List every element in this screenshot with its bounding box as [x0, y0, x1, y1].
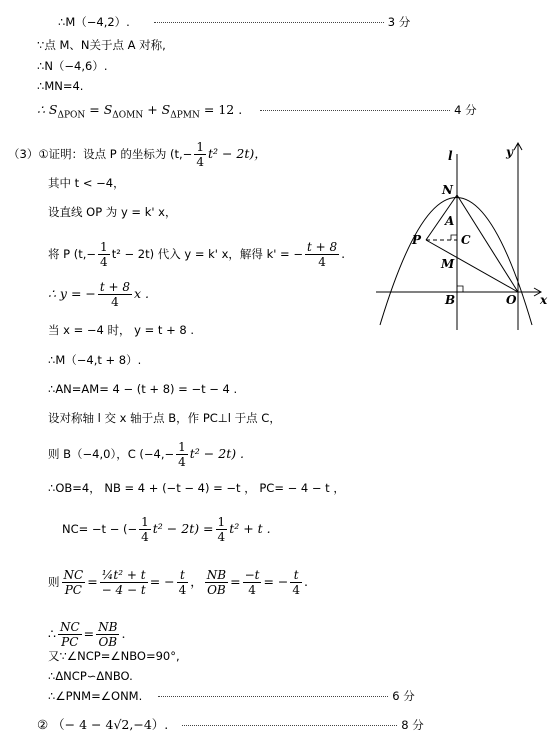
fraction-t-4: $\frac{t}{4}$ — [292, 568, 301, 597]
fraction-nb-ob: $\frac{NB}{OB}$ — [98, 620, 118, 649]
line-ob-nb-pc: ∴OB=4， NB = 4 + (−t − 4) = −t ， PC= − 4 − t ， — [48, 481, 345, 495]
score-label: 8 分 — [401, 718, 424, 732]
right-angle-c — [451, 235, 457, 240]
fraction-t-4: $\frac{t}{4}$ — [178, 568, 187, 597]
fraction-nc-pc: $\frac{NC}{PC}$ — [59, 620, 80, 649]
label-x: x — [540, 293, 548, 307]
line-n-coord: ∴N（−4,6）. — [37, 59, 108, 73]
label-y: y — [506, 145, 513, 159]
line-ratio: 则 $\frac{NC}{PC}$ = $\frac{\text{¼t² + t}}{- 4 - t}$ = − $\frac{t}{4}$ ， $\frac{NB}{OB}$ = $\frac{-t}{4}$ = − $\frac{t}{4}$ . — [48, 568, 309, 597]
line-conclusion: ∴∠PNM=∠ONM. 6 分 — [48, 689, 415, 703]
line-condition: 其中 t < −4， — [48, 176, 125, 190]
line-substitute: 将 P (t,− $\frac{1}{4}$ t² − 2t) 代入 y = k' x，解得 k' = − $\frac{t + 8}{4}$ . — [48, 240, 346, 269]
line-when-x: 当 x = −4 时， y = t + 8 . — [48, 323, 195, 337]
line-y-expr: ∴ y = − $\frac{t + 8}{4}$ x . — [48, 280, 150, 309]
right-angle-b — [457, 286, 463, 292]
line-part3-intro: （3）①证明：设点 P 的坐标为 (t,− $\frac{1}{4}$ t² − 2t)， — [8, 140, 267, 169]
line-symmetric: ∵点 M、N关于点 A 对称, — [37, 38, 166, 52]
line-m-coord: ∴M（−4,2）. 3 分 — [58, 15, 411, 29]
fraction-t8-4: $\frac{t + 8}{4}$ — [306, 240, 338, 269]
fraction-nb-ob: $\frac{NB}{OB}$ — [206, 568, 227, 597]
dot-leader — [182, 725, 397, 726]
label-m: M — [441, 257, 455, 271]
line-op: 设直线 OP 为 y = k' x， — [48, 205, 177, 219]
fraction-quarter: $\frac{1}{4}$ — [178, 440, 186, 469]
fraction-minus-t-4: $\frac{-t}{4}$ — [244, 568, 260, 597]
line-part2-answer: ② （− 4 − 4√2,−4）. 8 分 — [37, 717, 424, 732]
line-ratio-equal: ∴ $\frac{NC}{PC}$ = $\frac{NB}{OB}$ . — [48, 620, 126, 649]
dot-leader — [158, 696, 388, 697]
geometry-figure — [372, 140, 558, 335]
score-label: 4 分 — [454, 103, 477, 117]
label-b: B — [445, 293, 456, 307]
score-label: 6 分 — [392, 689, 415, 703]
line-b-c-coords: 则 B（−4,0），C (−4,− $\frac{1}{4}$ t² − 2t) . — [48, 440, 245, 469]
fraction-nc-pc: $\frac{NC}{PC}$ — [63, 568, 84, 597]
label-c: C — [461, 233, 471, 247]
fraction-complex: $\frac{\text{¼t² + t}}{- 4 - t}$ — [101, 568, 146, 597]
line-nc: NC= −t − (− $\frac{1}{4}$ t² − 2t) = $\frac{1}{4}$ t² + t . — [62, 515, 271, 544]
line-similar: ∴ΔNCP∽ΔNBO. — [48, 669, 133, 683]
line-an-am: ∴AN=AM= 4 − (t + 8) = −t − 4 . — [48, 382, 238, 396]
fraction-quarter: $\frac{1}{4}$ — [196, 140, 204, 169]
fraction-quarter: $\frac{1}{4}$ — [141, 515, 149, 544]
line-area: ∴ $S_{\Delta PON} = S_{\Delta OMN} + S_{\Delta PMN} = 12$ . 4 分 — [37, 102, 477, 121]
line-m-t: ∴M（−4,t + 8）. — [48, 353, 142, 367]
dot-leader — [260, 110, 450, 111]
fraction-quarter: $\frac{1}{4}$ — [100, 240, 108, 269]
label-a: A — [445, 214, 455, 228]
line-mn: ∴MN=4. — [37, 79, 84, 93]
label-n: N — [442, 183, 453, 197]
fraction-quarter: $\frac{1}{4}$ — [217, 515, 226, 544]
score-label: 3 分 — [387, 15, 411, 29]
line-axis-b: 设对称轴 l 交 x 轴于点 B，作 PC⊥l 于点 C， — [48, 411, 281, 425]
line-angles: 又∵∠NCP=∠NBO=90°, — [48, 649, 180, 663]
dot-leader — [154, 22, 384, 23]
fraction-t8-4: $\frac{t + 8}{4}$ — [99, 280, 131, 309]
label-l: l — [448, 149, 453, 163]
label-p: P — [412, 233, 422, 247]
label-o: O — [506, 293, 517, 307]
